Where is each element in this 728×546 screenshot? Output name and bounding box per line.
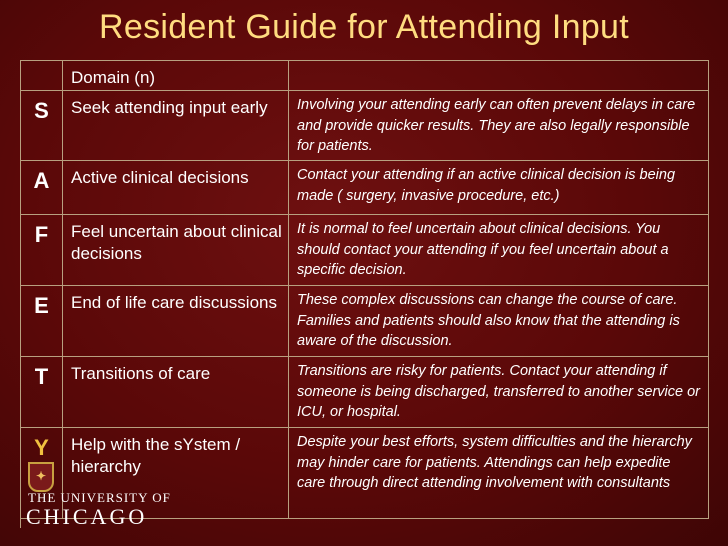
slide-title: Resident Guide for Attending Input (99, 8, 629, 46)
row-description: Transitions are risky for patients. Contact your attending if someone is being discharged, transferred to another service or ICU, or hospital. (289, 357, 709, 428)
row-domain: Help with the sYstem / hierarchy (63, 428, 289, 519)
logo-main-line: CHICAGO (26, 504, 148, 529)
row-description: Involving your attending early can often prevent delays in care and provide quicker results. They are also legally responsible for patients. (289, 91, 709, 161)
university-shield-icon: ✦ (28, 462, 54, 492)
row-description: These complex discussions can change the course of care. Families and patients should also know that the attending is aware of the discussion. (289, 286, 709, 357)
row-letter: A (21, 161, 63, 215)
table-row (21, 215, 709, 286)
table-row (21, 161, 709, 215)
row-domain: Active clinical decisions (63, 161, 289, 215)
row-description: Contact your attending if an active clinical decision is being made ( surgery, invasive procedure, etc.) (289, 161, 709, 215)
row-description: Despite your best efforts, system difficulties and the hierarchy may hinder care for patients. Attendings can help expedite care through direct attending involvement with consultants (289, 428, 709, 519)
header-desc-cell (289, 61, 709, 91)
university-logo (18, 462, 178, 532)
table-header-row (21, 61, 709, 91)
logo-divider (20, 492, 21, 528)
table-row (21, 91, 709, 161)
row-domain: End of life care discussions (63, 286, 289, 357)
table-row (21, 357, 709, 428)
table-row (21, 286, 709, 357)
row-letter: E (21, 286, 63, 357)
logo-top-line: THE UNIVERSITY OF (28, 490, 171, 505)
row-letter: T (21, 357, 63, 428)
row-domain: Seek attending input early (63, 91, 289, 161)
header-letter-cell (21, 61, 63, 91)
row-letter: S (21, 91, 63, 161)
guide-table (20, 60, 709, 519)
row-description: It is normal to feel uncertain about clinical decisions. You should contact your attending if you feel uncertain about a specific decision. (289, 215, 709, 286)
row-letter: Y (21, 428, 63, 519)
header-domain-cell: Domain (n) (63, 61, 289, 91)
row-domain: Transitions of care (63, 357, 289, 428)
row-domain: Feel uncertain about clinical decisions (63, 215, 289, 286)
row-letter: F (21, 215, 63, 286)
